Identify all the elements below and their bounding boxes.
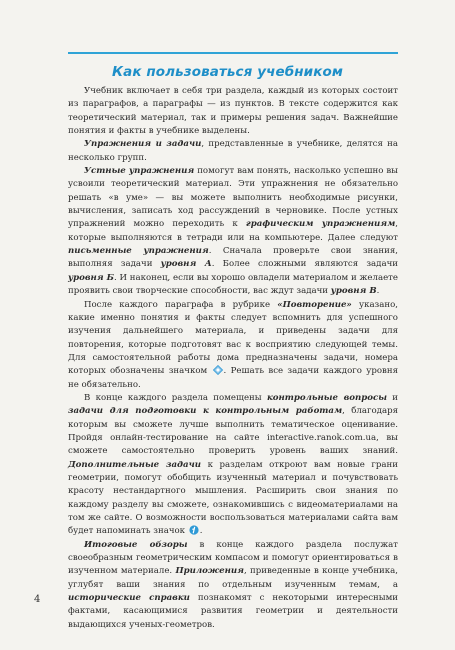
term-graphic-exercises: графическим упражнениям	[245, 219, 396, 230]
text-run: . И наконец, если вы хорошо овладели материалом и желаете проявить свои творческие способности, вас ждут задачи	[68, 272, 399, 297]
diamond-home-task-icon	[213, 365, 223, 375]
paragraph-oral	[68, 165, 398, 298]
text-run: После каждого параграфа в рубрике	[84, 299, 278, 310]
term-historical-notes: исторические справки	[68, 593, 190, 604]
text-run: и	[386, 392, 398, 403]
term-exercises: Упражнения и задачи	[84, 139, 202, 150]
term-test-preparation: задачи для подготовки к контрольным работам	[68, 406, 343, 417]
text-run: В конце каждого раздела помещены	[84, 392, 267, 403]
term-written-exercises: письменные упражнения	[68, 246, 209, 257]
text-run: . Более сложными являются задачи	[211, 259, 398, 270]
term-additional-tasks: Дополнительные задачи	[68, 459, 201, 470]
text-run: к разделам откроют вам новые грани геометрии, помогут обобщить изученный материал и почувствовать красоту нестандартного мышления. Расширить свои знания по каждому разделу вы сможете, ознакомившись с видеоматериалами на том же сайте. О возможности воспользоваться материалами сайта вам будет напоминать значок	[68, 459, 398, 537]
text-run: .	[199, 526, 203, 537]
text-run: указано, какие именно понятия и факты следует вспомнить для успешного изучения дальнейшего материала, и приведены задачи для повторения, которые подготовят вас к восприятию следующей темы. Для самостоятельной работы дома предназначены задачи, номера которых обозначены значком	[68, 299, 399, 377]
term-oral-exercises: Устные упражнения	[84, 166, 195, 177]
text-run: , благодаря которым вы сможете лучше выполнить тематическое оценивание. Пройдя онлайн-тестирование на сайте interactive.ranok.com.ua, вы сможете самостоятельно проверить уровень ваших знаний.	[68, 406, 398, 457]
term-final-reviews: Итоговые обзоры	[84, 539, 188, 550]
text-run: .	[376, 286, 380, 297]
text-run: , представленные в учебнике, делятся на несколько групп.	[68, 139, 399, 163]
page-title: Как пользоваться учебником	[111, 64, 344, 80]
term-level-c: уровня В	[330, 286, 377, 297]
term-level-a: уровня А	[160, 259, 212, 270]
text-run: . Сначала проверьте свои знания, выполняя задачи	[68, 246, 398, 270]
paragraph-summaries	[68, 539, 398, 632]
website-info-icon	[189, 525, 199, 535]
text-run: в конце каждого раздела послужат своеобразным геометрическим компасом и помогут ориентироваться в изученном материале.	[68, 539, 398, 577]
paragraph-section-end	[68, 392, 398, 539]
term-repetition: «Повторение»	[277, 299, 352, 310]
term-appendices: Приложения	[175, 566, 244, 577]
text-run: . Решать все задачи каждого уровня не обязательно.	[68, 366, 399, 390]
text-run: помогут вам понять, насколько успешно вы усвоили теоретический материал. Эти упражнения не обязательно решать «в уме» — вы можете выполнить необходимые рисунки, вычисления, записать ход рассуждений в черновике. После устных упражнений можно переходить к	[68, 166, 398, 230]
page-number: 4	[34, 594, 41, 605]
body-text	[68, 85, 398, 632]
paragraph-repetition	[68, 299, 398, 392]
paragraph-intro: Учебник включает в себя три раздела, каждый из которых состоит из параграфов, а параграфы — из пунктов. В тексте содержится как теоретический материал, так и примеры решения задач. Важнейшие понятия и факты в учебнике выделены.	[68, 86, 398, 137]
term-control-questions: контрольные вопросы	[266, 392, 387, 403]
text-run: познакомят с некоторыми интересными фактами, касающимися развития геометрии и деятельности выдающихся ученых-геометров.	[68, 593, 398, 630]
text-run: , которые выполняются в тетради или на компьютере. Далее следуют	[68, 219, 398, 243]
paragraph-exercises	[68, 138, 398, 165]
term-level-b: уровня Б	[68, 272, 115, 283]
top-divider	[68, 52, 398, 54]
text-run: , приведенные в конце учебника, углубят ваши знания по отдельным изученным темам, а	[68, 566, 399, 590]
